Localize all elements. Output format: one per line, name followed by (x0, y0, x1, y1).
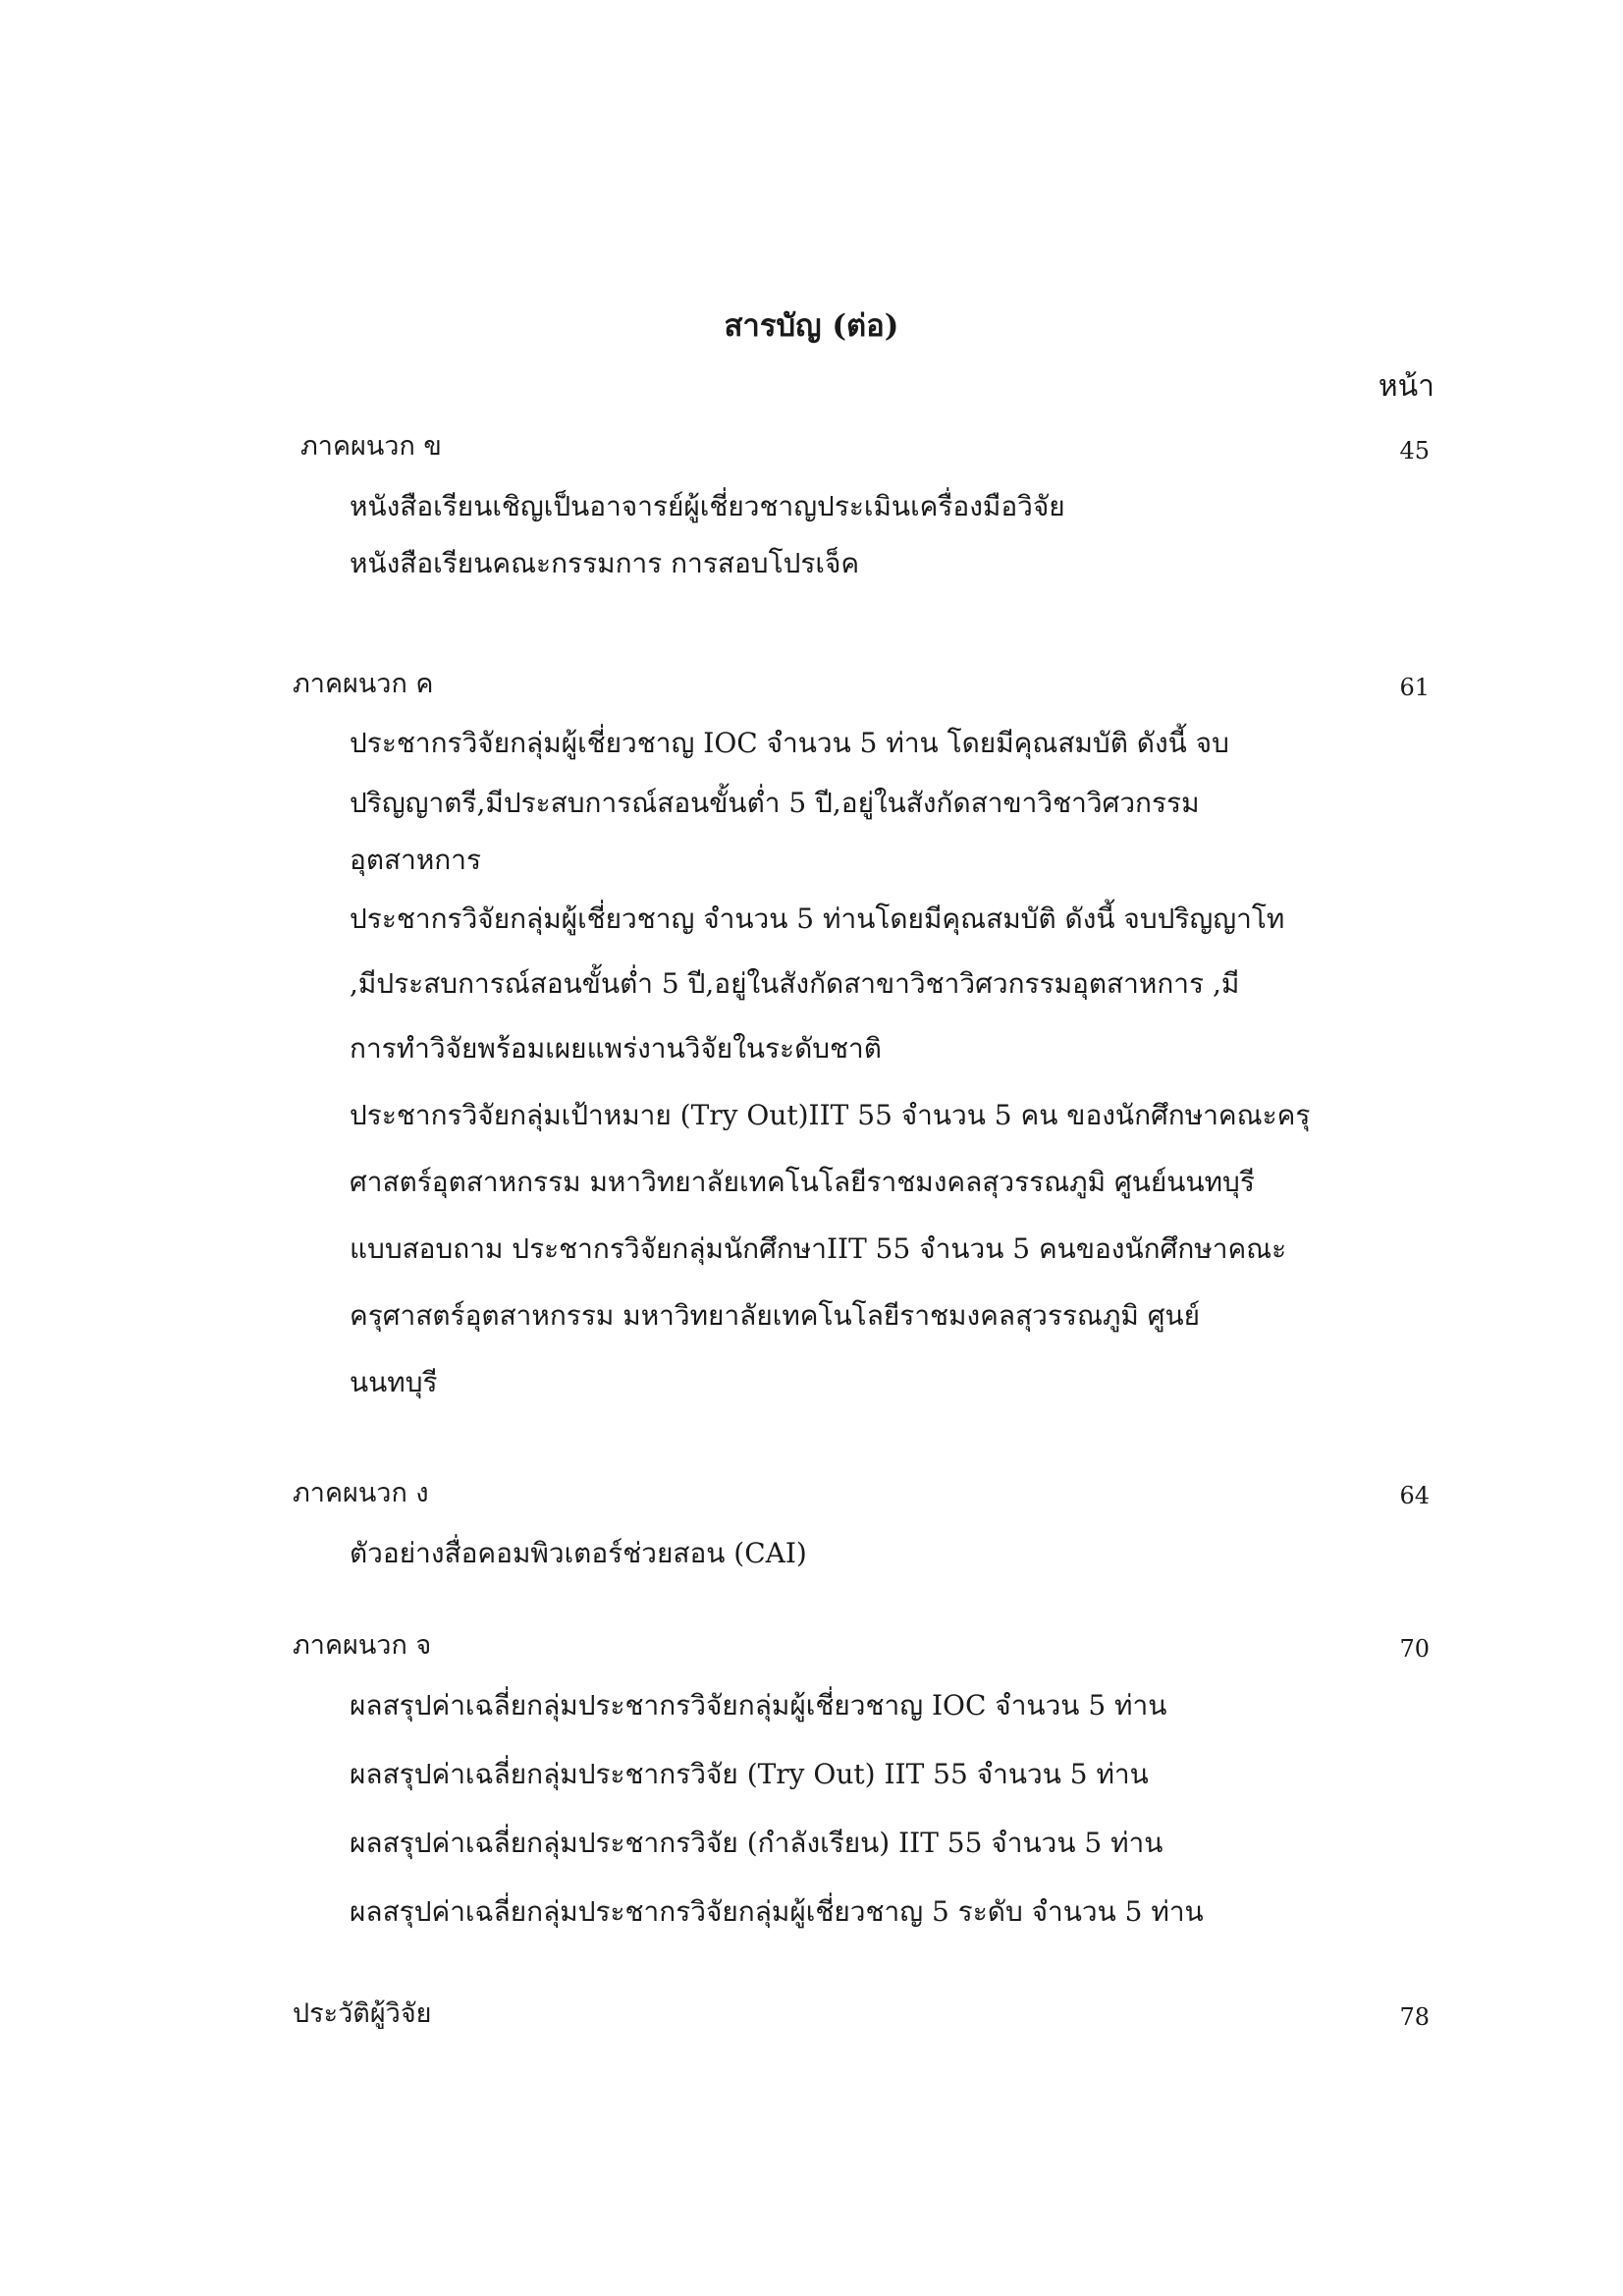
toc-title: สารบัญ (ต่อ) (724, 308, 899, 344)
toc-section-title: ภาคผนวก ค (293, 669, 434, 699)
toc-section-page: 78 (1399, 2003, 1430, 2031)
toc-section-page: 45 (1399, 437, 1430, 465)
toc-sub-item: ปริญญาตรี,มีประสบการณ์สอนขั้นต่ำ 5 ปี,อยู่ในสังกัดสาขาวิชาวิศวกรรม (350, 787, 1200, 819)
toc-sub-item: การทำวิจัยพร้อมเผยแพร่งานวิจัยในระดับชาติ (350, 1032, 882, 1065)
page-column-header: หน้า (1378, 369, 1434, 404)
toc-sub-item: หนังสือเรียนคณะกรรมการ การสอบโปรเจ็ค (350, 547, 860, 579)
toc-sub-item: ผลสรุปค่าเฉลี่ยกลุ่มประชากรวิจัยกลุ่มผู้เชี่ยวชาญ IOC จำนวน 5 ท่าน (350, 1689, 1167, 1722)
toc-sub-item: ผลสรุปค่าเฉลี่ยกลุ่มประชากรวิจัย (Try Out) IIT 55 จำนวน 5 ท่าน (350, 1758, 1149, 1790)
toc-sub-item: ประชากรวิจัยกลุ่มเป้าหมาย (Try Out)IIT 55 จำนวน 5 คน ของนักศึกษาคณะครุ (350, 1099, 1311, 1131)
toc-section-title: ประวัติผู้วิจัย (293, 1998, 432, 2029)
toc-sub-item: ,มีประสบการณ์สอนขั้นต่ำ 5 ปี,อยู่ในสังกัดสาขาวิชาวิศวกรรมอุตสาหการ ,มี (350, 967, 1240, 1000)
toc-sub-item: ผลสรุปค่าเฉลี่ยกลุ่มประชากรวิจัยกลุ่มผู้เชี่ยวชาญ 5 ระดับ จำนวน 5 ท่าน (350, 1895, 1204, 1928)
toc-sub-item: ประชากรวิจัยกลุ่มผู้เชี่ยวชาญ จำนวน 5 ท่านโดยมีคุณสมบัติ ดังนี้ จบปริญญาโท (350, 902, 1285, 935)
toc-sub-item: ตัวอย่างสื่อคอมพิวเตอร์ช่วยสอน (CAI) (350, 1537, 807, 1569)
toc-sub-item: อุตสาหการ (350, 844, 481, 876)
toc-section-title: ภาคผนวก ง (293, 1478, 429, 1508)
toc-sub-item: หนังสือเรียนเชิญเป็นอาจารย์ผู้เชี่ยวชาญประเมินเครื่องมือวิจัย (350, 490, 1065, 522)
toc-sub-item: ครุศาสตร์อุตสาหกรรม มหาวิทยาลัยเทคโนโลยีราชมงคลสุวรรณภูมิ ศูนย์ (350, 1299, 1201, 1332)
toc-section-title: ภาคผนวก ข (300, 431, 442, 462)
toc-sub-item: ศาสตร์อุตสาหกรรม มหาวิทยาลัยเทคโนโลยีราชมงคลสุวรรณภูมิ ศูนย์นนทบุรี (350, 1166, 1255, 1198)
toc-sub-item: ผลสรุปค่าเฉลี่ยกลุ่มประชากรวิจัย (กำลังเรียน) IIT 55 จำนวน 5 ท่าน (350, 1827, 1163, 1859)
toc-sub-item: ประชากรวิจัยกลุ่มผู้เชี่ยวชาญ IOC จำนวน 5 ท่าน โดยมีคุณสมบัติ ดังนี้ จบ (350, 727, 1229, 759)
toc-section-title: ภาคผนวก จ (293, 1630, 432, 1661)
toc-sub-item: แบบสอบถาม ประชากรวิจัยกลุ่มนักศึกษาIIT 55 จำนวน 5 คนของนักศึกษาคณะ (350, 1232, 1287, 1265)
toc-section-page: 64 (1399, 1482, 1430, 1509)
toc-sub-item: นนทบุรี (350, 1366, 438, 1398)
toc-section-page: 70 (1399, 1635, 1430, 1663)
toc-section-page: 61 (1399, 674, 1430, 701)
